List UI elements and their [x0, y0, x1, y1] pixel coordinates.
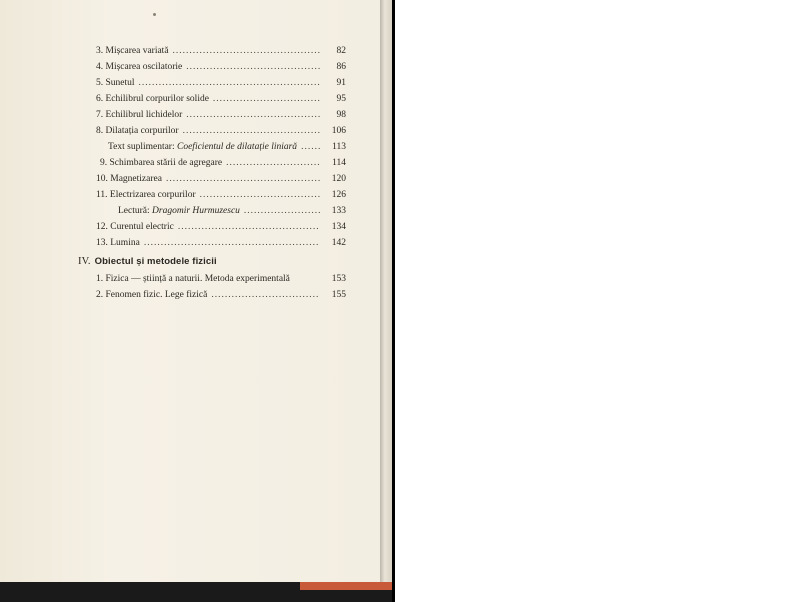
- toc-entry-page: 133: [331, 206, 346, 216]
- toc-entry: [96, 126, 346, 140]
- section-number: IV.: [78, 256, 91, 267]
- toc-entry-page: 155: [331, 290, 346, 300]
- toc-entry: [96, 174, 346, 188]
- cover-edge-strip: [300, 582, 392, 590]
- page-edge: [380, 0, 392, 582]
- toc-entry-page: 120: [331, 174, 346, 184]
- toc-entry-page: 153: [331, 274, 346, 284]
- toc-entry-reading: [118, 206, 346, 220]
- toc-entry-title: 8. Dilatația corpurilor: [96, 126, 179, 136]
- toc-leader-dots: [226, 158, 320, 168]
- toc-entry-title: 7. Echilibrul lichidelor: [96, 110, 183, 120]
- toc-entry-title: 9. Schimbarea stării de agregare: [100, 158, 223, 168]
- toc-entry-title: 10. Magnetizarea: [96, 174, 162, 184]
- toc-leader-dots: [166, 174, 320, 184]
- toc-entry-page: 134: [331, 222, 346, 232]
- toc-leader-dots: [301, 142, 320, 152]
- toc-leader-dots: [244, 206, 320, 216]
- toc-entry: [100, 158, 346, 172]
- toc-entry: [96, 110, 346, 124]
- toc-leader-dots: [213, 94, 320, 104]
- toc-entry-prefix: Lectură:: [118, 206, 153, 216]
- toc-entry-page: 91: [336, 78, 346, 88]
- toc-leader-dots: [186, 62, 320, 72]
- toc-entry-page: 142: [331, 238, 346, 248]
- toc-entry-title: 12. Curentul electric: [96, 222, 174, 232]
- page-speck: [153, 13, 156, 16]
- toc-entry-title: 13. Lumina: [96, 238, 140, 248]
- toc-entry-page: 95: [336, 94, 346, 104]
- toc-entry-page: 114: [332, 158, 346, 168]
- toc-entry: [96, 190, 346, 204]
- toc-entry-title: [118, 206, 240, 216]
- toc-entry-title: 2. Fenomen fizic. Lege fizică: [96, 290, 208, 300]
- toc-entry-page: 113: [332, 142, 346, 152]
- toc-entry-page: 82: [336, 46, 346, 56]
- toc-entry: [96, 290, 346, 304]
- toc-entry: [96, 46, 346, 60]
- toc-leader-dots: [178, 222, 320, 232]
- toc-entry-page: 126: [331, 190, 346, 200]
- toc-entry: [96, 222, 346, 236]
- toc-entry: [96, 62, 346, 76]
- toc-leader-dots: [144, 238, 320, 248]
- toc-entry-title: 3. Mișcarea variată: [96, 46, 169, 56]
- toc-entry-title: [108, 142, 297, 152]
- toc-entry-title: 11. Electrizarea corpurilor: [96, 190, 196, 200]
- toc-entry: [96, 238, 346, 252]
- toc-entry-title: 1. Fizica — știință a naturii. Metoda experimentală: [96, 274, 290, 284]
- toc-entry-italic-title: Dragomir Hurmuzescu: [152, 206, 240, 216]
- toc-entry: [96, 274, 346, 288]
- toc-entry-prefix: Text suplimentar:: [108, 142, 177, 152]
- toc-leader-dots: [183, 126, 320, 136]
- toc-entry-italic-title: Coeficientul de dilatație liniară: [177, 142, 298, 152]
- toc-leader-dots: [186, 110, 320, 120]
- toc-entry: [96, 94, 346, 108]
- toc-leader-dots: [173, 46, 320, 56]
- toc-leader-dots: [200, 190, 320, 200]
- toc-entry: [96, 78, 346, 92]
- toc-entry-title: 6. Echilibrul corpurilor solide: [96, 94, 209, 104]
- toc-entry-page: 106: [331, 126, 346, 136]
- section-title: Obiectul și metodele fizicii: [94, 256, 217, 267]
- toc-leader-dots: [211, 290, 320, 300]
- toc-entry-supplement: [108, 142, 346, 156]
- toc-entry-page: 86: [336, 62, 346, 72]
- toc-entry-page: 98: [336, 110, 346, 120]
- toc-leader-dots: [139, 78, 320, 88]
- toc-entry-title: 4. Mișcarea oscilatorie: [96, 62, 183, 72]
- toc-entry-title: 5. Sunetul: [96, 78, 135, 88]
- section-heading: [78, 256, 217, 267]
